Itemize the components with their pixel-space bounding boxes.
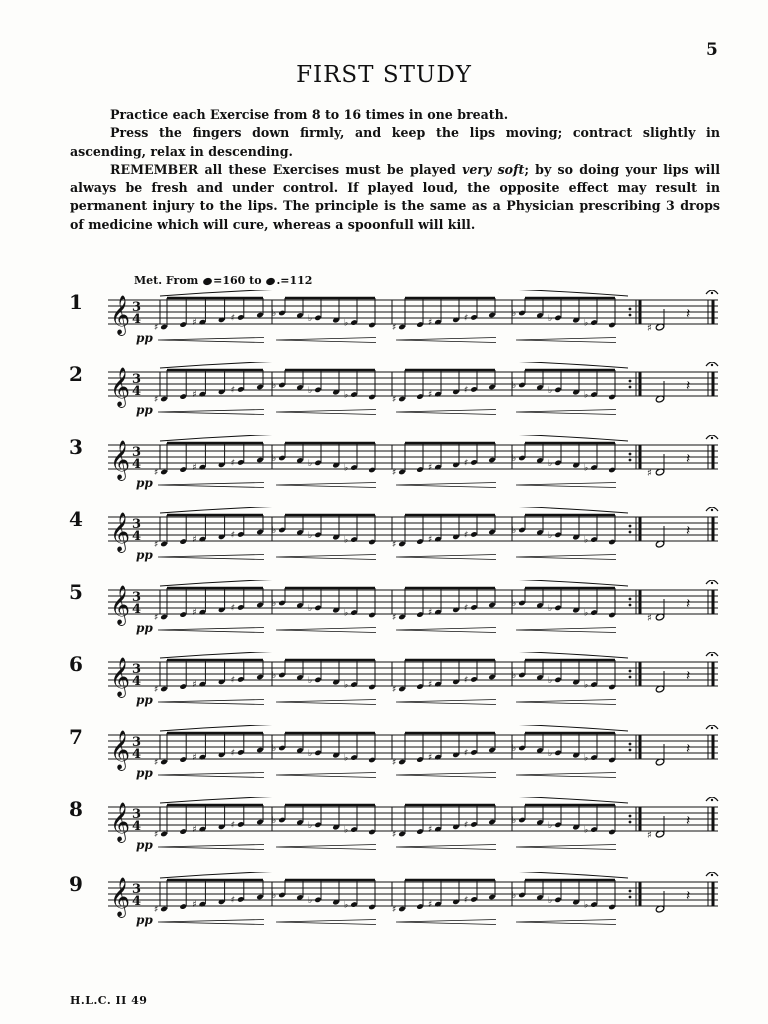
sharp-icon: ♯ <box>428 825 433 836</box>
flat-icon: ♭ <box>272 599 277 609</box>
flat-icon: ♭ <box>548 530 553 541</box>
sharp-icon: ♯ <box>647 830 652 841</box>
sharp-icon: ♯ <box>392 540 397 550</box>
treble-clef-icon: 𝄞 <box>110 295 131 335</box>
flat-icon: ♭ <box>308 603 313 614</box>
exercise-9 <box>0 872 768 942</box>
time-signature-top: 3 <box>132 735 142 750</box>
sharp-icon: ♯ <box>230 603 236 614</box>
flat-icon: ♭ <box>344 535 349 546</box>
sharp-icon: ♯ <box>192 463 197 474</box>
flat-icon: ♭ <box>272 744 277 754</box>
decrescendo-hairpin <box>276 628 376 633</box>
slur <box>160 580 628 586</box>
sharp-icon: ♯ <box>464 313 469 324</box>
flat-icon: ♭ <box>308 675 313 686</box>
repeat-dot <box>629 676 632 679</box>
time-signature-bottom: 4 <box>132 384 142 399</box>
sharp-icon: ♯ <box>428 680 433 691</box>
quarter-rest-icon: 𝄽 <box>686 523 691 539</box>
treble-clef-icon: 𝄞 <box>110 440 131 480</box>
crescendo-hairpin <box>158 700 264 705</box>
dynamic-marking: pp <box>136 693 153 707</box>
flat-icon: ♭ <box>548 385 553 396</box>
crescendo-hairpin <box>396 483 496 488</box>
exercise-1 <box>0 290 768 360</box>
sharp-icon: ♯ <box>464 385 469 396</box>
quarter-rest-icon: 𝄽 <box>686 451 691 467</box>
quarter-note-icon <box>202 276 213 286</box>
decrescendo-hairpin <box>276 700 376 705</box>
time-signature-bottom: 4 <box>132 602 142 617</box>
sharp-icon: ♯ <box>154 323 159 333</box>
sharp-icon: ♯ <box>647 323 652 334</box>
flat-icon: ♭ <box>512 816 517 826</box>
flat-icon: ♭ <box>548 603 553 614</box>
flat-icon: ♭ <box>308 895 313 906</box>
repeat-dot <box>629 386 632 389</box>
sharp-icon: ♯ <box>154 395 159 405</box>
time-signature-top: 3 <box>132 590 142 605</box>
flat-icon: ♭ <box>548 895 553 906</box>
dynamic-marking: pp <box>136 766 153 780</box>
time-signature-top: 3 <box>132 882 142 897</box>
treble-clef-icon: 𝄞 <box>110 367 131 407</box>
sharp-icon: ♯ <box>428 608 433 619</box>
slur <box>160 362 628 368</box>
sharp-icon: ♯ <box>392 905 397 915</box>
decrescendo-hairpin <box>516 338 616 343</box>
flat-icon: ♭ <box>512 671 517 681</box>
flat-icon: ♭ <box>308 530 313 541</box>
music-staff <box>108 797 728 863</box>
instruction-breath: Practice each Exercise from 8 to 16 times in one breath. <box>110 107 509 122</box>
slur <box>160 872 628 878</box>
flat-icon: ♭ <box>512 454 517 464</box>
sharp-icon: ♯ <box>647 613 652 624</box>
sharp-icon: ♯ <box>230 895 236 906</box>
dotted-note-icon <box>266 276 277 286</box>
quarter-rest-icon: 𝄽 <box>686 813 691 829</box>
time-signature-bottom: 4 <box>132 747 142 762</box>
fermata-dot <box>711 799 713 801</box>
sharp-icon: ♯ <box>230 385 236 396</box>
repeat-dot <box>629 453 632 456</box>
instruction-remember <box>70 161 720 234</box>
sharp-icon: ♯ <box>192 318 197 329</box>
flat-icon: ♭ <box>308 385 313 396</box>
sharp-icon: ♯ <box>230 530 236 541</box>
quarter-rest-icon: 𝄽 <box>686 378 691 394</box>
dynamic-marking: pp <box>136 548 153 562</box>
footer-code: H.L.C. II 49 <box>70 994 148 1007</box>
music-staff <box>108 652 728 718</box>
sharp-icon: ♯ <box>464 675 469 686</box>
treble-clef-icon: 𝄞 <box>110 730 131 770</box>
time-signature-top: 3 <box>132 807 142 822</box>
decrescendo-hairpin <box>516 773 616 778</box>
sharp-icon: ♯ <box>464 458 469 469</box>
flat-icon: ♭ <box>344 680 349 691</box>
exercise-number: 7 <box>69 725 83 749</box>
flat-icon: ♭ <box>548 820 553 831</box>
flat-icon: ♭ <box>272 526 277 536</box>
exercise-number: 2 <box>69 362 83 386</box>
flat-icon: ♭ <box>308 748 313 759</box>
music-staff <box>108 580 728 646</box>
repeat-dot <box>629 308 632 311</box>
flat-icon: ♭ <box>584 680 589 691</box>
time-signature-bottom: 4 <box>132 819 142 834</box>
sharp-icon: ♯ <box>464 748 469 759</box>
crescendo-hairpin <box>158 483 264 488</box>
time-signature-bottom: 4 <box>132 674 142 689</box>
sharp-icon: ♯ <box>392 758 397 768</box>
sharp-icon: ♯ <box>464 603 469 614</box>
sharp-icon: ♯ <box>192 535 197 546</box>
dynamic-marking: pp <box>136 913 153 927</box>
sharp-icon: ♯ <box>428 390 433 401</box>
flat-icon: ♭ <box>548 748 553 759</box>
fermata-dot <box>711 509 713 511</box>
flat-icon: ♭ <box>584 753 589 764</box>
sharp-icon: ♯ <box>464 530 469 541</box>
flat-icon: ♭ <box>512 526 517 536</box>
sharp-icon: ♯ <box>428 753 433 764</box>
quarter-rest-icon: 𝄽 <box>686 668 691 684</box>
crescendo-hairpin <box>396 338 496 343</box>
exercise-number: 6 <box>69 652 83 676</box>
treble-clef-icon: 𝄞 <box>110 585 131 625</box>
exercise-6 <box>0 652 768 722</box>
flat-icon: ♭ <box>344 825 349 836</box>
sharp-icon: ♯ <box>154 468 159 478</box>
flat-icon: ♭ <box>548 313 553 324</box>
sharp-icon: ♯ <box>154 540 159 550</box>
time-signature-bottom: 4 <box>132 894 142 909</box>
crescendo-hairpin <box>158 555 264 560</box>
decrescendo-hairpin <box>276 555 376 560</box>
sharp-icon: ♯ <box>392 830 397 840</box>
crescendo-hairpin <box>396 628 496 633</box>
sharp-icon: ♯ <box>154 613 159 623</box>
instruction-fingers: Press the fingers down firmly, and keep the lips moving; contract slightly in ascending, relax in descending. <box>70 125 720 159</box>
exercise-number: 4 <box>69 507 83 531</box>
repeat-dot <box>629 380 632 383</box>
flat-icon: ♭ <box>272 381 277 391</box>
flat-icon: ♭ <box>308 458 313 469</box>
sharp-icon: ♯ <box>647 468 652 479</box>
decrescendo-hairpin <box>276 773 376 778</box>
sharp-icon: ♯ <box>392 468 397 478</box>
decrescendo-hairpin <box>276 410 376 415</box>
flat-icon: ♭ <box>584 535 589 546</box>
met-end: .=112 <box>276 274 313 287</box>
flat-icon: ♭ <box>344 318 349 329</box>
time-signature-top: 3 <box>132 662 142 677</box>
remember-lead: REMEMBER all these Exercises must be played <box>110 161 463 177</box>
flat-icon: ♭ <box>272 671 277 681</box>
decrescendo-hairpin <box>516 845 616 850</box>
slur <box>160 652 628 658</box>
quarter-rest-icon: 𝄽 <box>686 741 691 757</box>
exercise-number: 5 <box>69 580 83 604</box>
decrescendo-hairpin <box>276 483 376 488</box>
met-mid: =160 to <box>213 274 262 287</box>
time-signature-top: 3 <box>132 300 142 315</box>
crescendo-hairpin <box>158 920 264 925</box>
crescendo-hairpin <box>396 555 496 560</box>
treble-clef-icon: 𝄞 <box>110 657 131 697</box>
crescendo-hairpin <box>158 338 264 343</box>
sharp-icon: ♯ <box>192 390 197 401</box>
time-signature-bottom: 4 <box>132 457 142 472</box>
sharp-icon: ♯ <box>192 753 197 764</box>
repeat-dot <box>629 896 632 899</box>
flat-icon: ♭ <box>584 825 589 836</box>
flat-icon: ♭ <box>512 381 517 391</box>
exercise-3 <box>0 435 768 505</box>
instructions <box>70 106 720 234</box>
repeat-dot <box>629 890 632 893</box>
flat-icon: ♭ <box>344 753 349 764</box>
fermata-dot <box>711 727 713 729</box>
sharp-icon: ♯ <box>392 685 397 695</box>
repeat-dot <box>629 743 632 746</box>
crescendo-hairpin <box>158 628 264 633</box>
flat-icon: ♭ <box>584 318 589 329</box>
flat-icon: ♭ <box>512 744 517 754</box>
flat-icon: ♭ <box>272 454 277 464</box>
decrescendo-hairpin <box>516 483 616 488</box>
flat-icon: ♭ <box>584 900 589 911</box>
time-signature-top: 3 <box>132 445 142 460</box>
crescendo-hairpin <box>158 845 264 850</box>
flat-icon: ♭ <box>272 309 277 319</box>
decrescendo-hairpin <box>516 555 616 560</box>
dynamic-marking: pp <box>136 838 153 852</box>
crescendo-hairpin <box>396 773 496 778</box>
met-prefix: Met. From <box>134 274 199 287</box>
music-staff <box>108 362 728 428</box>
sharp-icon: ♯ <box>192 680 197 691</box>
sharp-icon: ♯ <box>464 895 469 906</box>
quarter-rest-icon: 𝄽 <box>686 596 691 612</box>
flat-icon: ♭ <box>344 608 349 619</box>
sharp-icon: ♯ <box>392 323 397 333</box>
repeat-dot <box>629 525 632 528</box>
treble-clef-icon: 𝄞 <box>110 877 131 917</box>
flat-icon: ♭ <box>308 313 313 324</box>
sharp-icon: ♯ <box>392 395 397 405</box>
exercise-4 <box>0 507 768 577</box>
sharp-icon: ♯ <box>154 905 159 915</box>
exercise-7 <box>0 725 768 795</box>
sharp-icon: ♯ <box>464 820 469 831</box>
sharp-icon: ♯ <box>192 900 197 911</box>
flat-icon: ♭ <box>584 463 589 474</box>
repeat-dot <box>629 821 632 824</box>
flat-icon: ♭ <box>548 675 553 686</box>
dynamic-marking: pp <box>136 621 153 635</box>
dynamic-marking: pp <box>136 403 153 417</box>
fermata-dot <box>711 292 713 294</box>
sharp-icon: ♯ <box>428 535 433 546</box>
flat-icon: ♭ <box>512 309 517 319</box>
repeat-dot <box>629 459 632 462</box>
slur <box>160 507 628 513</box>
treble-clef-icon: 𝄞 <box>110 512 131 552</box>
flat-icon: ♭ <box>344 900 349 911</box>
metronome-marking <box>134 274 312 287</box>
crescendo-hairpin <box>158 410 264 415</box>
slur <box>160 290 628 296</box>
time-signature-bottom: 4 <box>132 312 142 327</box>
treble-clef-icon: 𝄞 <box>110 802 131 842</box>
page-number: 5 <box>706 40 718 60</box>
sharp-icon: ♯ <box>192 608 197 619</box>
repeat-dot <box>629 604 632 607</box>
crescendo-hairpin <box>396 845 496 850</box>
flat-icon: ♭ <box>344 390 349 401</box>
flat-icon: ♭ <box>584 608 589 619</box>
decrescendo-hairpin <box>516 700 616 705</box>
slur <box>160 435 628 441</box>
music-staff <box>108 872 728 938</box>
time-signature-top: 3 <box>132 517 142 532</box>
sharp-icon: ♯ <box>230 748 236 759</box>
very-soft-text: very soft <box>462 161 525 177</box>
crescendo-hairpin <box>396 700 496 705</box>
decrescendo-hairpin <box>276 845 376 850</box>
sharp-icon: ♯ <box>230 458 236 469</box>
sharp-icon: ♯ <box>154 830 159 840</box>
sharp-icon: ♯ <box>392 613 397 623</box>
sharp-icon: ♯ <box>154 758 159 768</box>
exercise-number: 8 <box>69 797 83 821</box>
time-signature-bottom: 4 <box>132 529 142 544</box>
music-staff <box>108 435 728 501</box>
repeat-dot <box>629 531 632 534</box>
page-title: FIRST STUDY <box>296 62 472 88</box>
sharp-icon: ♯ <box>428 463 433 474</box>
sharp-icon: ♯ <box>230 313 236 324</box>
crescendo-hairpin <box>396 410 496 415</box>
dynamic-marking: pp <box>136 476 153 490</box>
exercise-5 <box>0 580 768 650</box>
crescendo-hairpin <box>158 773 264 778</box>
sharp-icon: ♯ <box>154 685 159 695</box>
flat-icon: ♭ <box>308 820 313 831</box>
flat-icon: ♭ <box>344 463 349 474</box>
exercise-number: 1 <box>69 290 83 314</box>
slur <box>160 797 628 803</box>
exercise-8 <box>0 797 768 867</box>
decrescendo-hairpin <box>276 920 376 925</box>
flat-icon: ♭ <box>512 599 517 609</box>
decrescendo-hairpin <box>516 920 616 925</box>
fermata-dot <box>711 437 713 439</box>
exercise-2 <box>0 362 768 432</box>
flat-icon: ♭ <box>584 390 589 401</box>
decrescendo-hairpin <box>516 410 616 415</box>
fermata-dot <box>711 654 713 656</box>
music-staff <box>108 507 728 573</box>
sharp-icon: ♯ <box>230 820 236 831</box>
flat-icon: ♭ <box>548 458 553 469</box>
music-staff <box>108 725 728 791</box>
sharp-icon: ♯ <box>428 318 433 329</box>
quarter-rest-icon: 𝄽 <box>686 306 691 322</box>
sharp-icon: ♯ <box>192 825 197 836</box>
music-staff <box>108 290 728 356</box>
sharp-icon: ♯ <box>230 675 236 686</box>
sharp-icon: ♯ <box>428 900 433 911</box>
fermata-dot <box>711 874 713 876</box>
time-signature-top: 3 <box>132 372 142 387</box>
repeat-dot <box>629 815 632 818</box>
fermata-dot <box>711 582 713 584</box>
remember-rest: ; by so doing your lips will always be fresh and under control. If played loud, the opposite effect may result in permanent injury to the lips. The principle is the same as a Physician prescribing 3 drops of medicine which will cure, whereas a spoonfull will kill. <box>70 161 720 232</box>
quarter-rest-icon: 𝄽 <box>686 888 691 904</box>
exercise-number: 9 <box>69 872 83 896</box>
repeat-dot <box>629 670 632 673</box>
decrescendo-hairpin <box>516 628 616 633</box>
slur <box>160 725 628 731</box>
crescendo-hairpin <box>396 920 496 925</box>
repeat-dot <box>629 749 632 752</box>
dynamic-marking: pp <box>136 331 153 345</box>
repeat-dot <box>629 598 632 601</box>
exercise-number: 3 <box>69 435 83 459</box>
fermata-dot <box>711 364 713 366</box>
decrescendo-hairpin <box>276 338 376 343</box>
flat-icon: ♭ <box>272 816 277 826</box>
flat-icon: ♭ <box>512 891 517 901</box>
flat-icon: ♭ <box>272 891 277 901</box>
repeat-dot <box>629 314 632 317</box>
